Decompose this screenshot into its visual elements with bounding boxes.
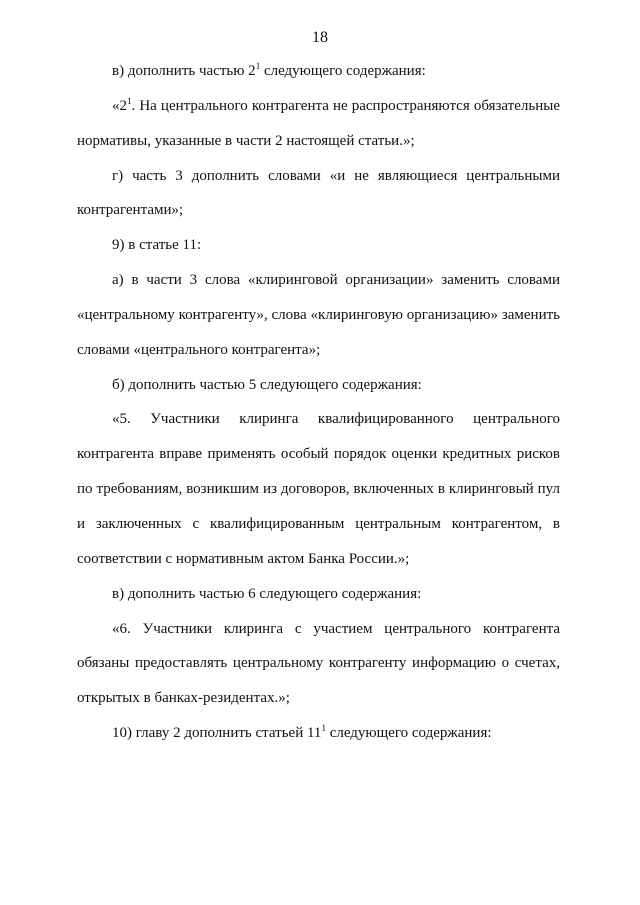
text-segment: . На центрального контрагента не распространяются обязательные bbox=[131, 97, 560, 114]
text-line: и заключенных с квалифицированным центральным контрагентом, в bbox=[77, 515, 560, 532]
text-line: обязаны предоставлять центральному контрагенту информацию о счетах, bbox=[77, 655, 560, 672]
text-line: словами «центрального контрагента»; bbox=[77, 341, 321, 358]
text-segment: в) дополнить частью 2 bbox=[112, 63, 256, 79]
text-line: «6. Участники клиринга с участием центрального контрагента bbox=[112, 620, 560, 637]
superscript: 1 bbox=[321, 723, 326, 734]
text-line: 9) в статье 11: bbox=[112, 237, 202, 254]
text-line: контрагента вправе применять особый порядок оценки кредитных рисков bbox=[77, 446, 560, 463]
superscript: 1 bbox=[255, 61, 261, 71]
text-line bbox=[77, 54, 560, 89]
text-line bbox=[77, 716, 560, 751]
text-segment: «2 bbox=[112, 97, 127, 114]
text-line bbox=[77, 89, 560, 124]
text-line: в) дополнить частью 6 следующего содержания: bbox=[112, 585, 422, 602]
text-segment: следующего содержания: bbox=[325, 725, 492, 742]
superscript: 1 bbox=[127, 95, 132, 106]
text-line: открытых в банках-резидентах.»; bbox=[77, 690, 290, 707]
text-line: а) в части 3 слова «клиринговой организации» заменить словами bbox=[112, 272, 560, 289]
text-segment: 10) главу 2 дополнить статьей 11 bbox=[112, 725, 322, 742]
text-segment: следующего содержания: bbox=[260, 63, 426, 79]
text-line: г) часть 3 дополнить словами «и не являющиеся центральными bbox=[112, 167, 560, 184]
page-number: 18 bbox=[312, 29, 328, 46]
text-line: «5. Участники клиринга квалифицированного центрального bbox=[112, 411, 560, 428]
text-line: соответствии с нормативным актом Банка России.»; bbox=[77, 550, 410, 567]
text-line: контрагентами»; bbox=[77, 202, 184, 219]
text-line: б) дополнить частью 5 следующего содержания: bbox=[112, 376, 422, 393]
text-line: нормативы, указанные в части 2 настоящей статьи.»; bbox=[77, 132, 415, 149]
text-line: по требованиям, возникшим из договоров, включенных в клиринговый пул bbox=[77, 481, 560, 498]
document-body bbox=[77, 54, 560, 751]
text-line: «центральному контрагенту», слова «клиринговую организацию» заменить bbox=[77, 306, 560, 323]
